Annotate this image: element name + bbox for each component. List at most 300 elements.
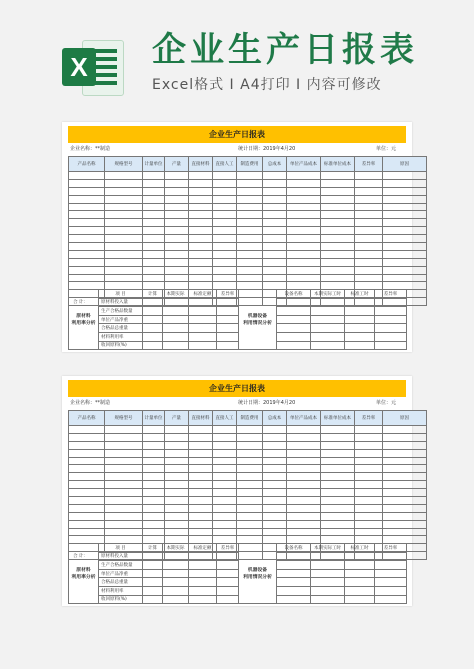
equipment-cell[interactable] bbox=[277, 341, 311, 350]
table-cell[interactable] bbox=[321, 497, 355, 505]
table-cell[interactable] bbox=[237, 195, 263, 203]
table-cell[interactable] bbox=[213, 457, 237, 465]
table-cell[interactable] bbox=[263, 172, 287, 180]
analysis-cell[interactable] bbox=[217, 569, 239, 578]
table-cell[interactable] bbox=[165, 195, 189, 203]
analysis-cell[interactable] bbox=[143, 324, 163, 333]
table-cell[interactable] bbox=[263, 465, 287, 473]
table-cell[interactable] bbox=[69, 449, 105, 457]
table-cell[interactable] bbox=[355, 266, 383, 274]
equipment-cell[interactable] bbox=[311, 307, 345, 316]
table-cell[interactable] bbox=[143, 481, 165, 489]
table-cell[interactable] bbox=[213, 481, 237, 489]
table-cell[interactable] bbox=[165, 274, 189, 282]
analysis-cell[interactable] bbox=[189, 341, 217, 350]
table-cell[interactable] bbox=[213, 250, 237, 258]
table-cell[interactable] bbox=[263, 441, 287, 449]
table-cell[interactable] bbox=[69, 433, 105, 441]
table-cell[interactable] bbox=[189, 426, 213, 434]
table-cell[interactable] bbox=[143, 426, 165, 434]
table-cell[interactable] bbox=[143, 219, 165, 227]
table-cell[interactable] bbox=[165, 481, 189, 489]
equipment-cell[interactable] bbox=[375, 578, 407, 587]
table-cell[interactable] bbox=[321, 227, 355, 235]
table-cell[interactable] bbox=[321, 504, 355, 512]
table-cell[interactable] bbox=[287, 179, 321, 187]
table-cell[interactable] bbox=[189, 457, 213, 465]
table-cell[interactable] bbox=[355, 489, 383, 497]
analysis-cell[interactable] bbox=[217, 595, 239, 604]
table-cell[interactable] bbox=[321, 426, 355, 434]
table-cell[interactable] bbox=[105, 497, 143, 505]
table-cell[interactable] bbox=[355, 497, 383, 505]
analysis-cell[interactable] bbox=[163, 307, 189, 316]
analysis-cell[interactable] bbox=[163, 595, 189, 604]
table-cell[interactable] bbox=[105, 195, 143, 203]
table-cell[interactable] bbox=[321, 172, 355, 180]
equipment-cell[interactable] bbox=[311, 569, 345, 578]
table-cell[interactable] bbox=[321, 473, 355, 481]
table-cell[interactable] bbox=[143, 195, 165, 203]
table-cell[interactable] bbox=[105, 512, 143, 520]
table-cell[interactable] bbox=[355, 172, 383, 180]
table-cell[interactable] bbox=[287, 426, 321, 434]
table-cell[interactable] bbox=[105, 465, 143, 473]
table-cell[interactable] bbox=[143, 274, 165, 282]
table-cell[interactable] bbox=[263, 187, 287, 195]
table-cell[interactable] bbox=[383, 235, 427, 243]
table-cell[interactable] bbox=[69, 187, 105, 195]
table-cell[interactable] bbox=[287, 211, 321, 219]
table-cell[interactable] bbox=[355, 473, 383, 481]
table-cell[interactable] bbox=[287, 449, 321, 457]
table-cell[interactable] bbox=[287, 473, 321, 481]
table-cell[interactable] bbox=[287, 258, 321, 266]
table-cell[interactable] bbox=[69, 465, 105, 473]
table-cell[interactable] bbox=[263, 528, 287, 536]
table-cell[interactable] bbox=[263, 473, 287, 481]
analysis-cell[interactable] bbox=[189, 315, 217, 324]
equipment-cell[interactable] bbox=[277, 552, 311, 561]
table-cell[interactable] bbox=[355, 426, 383, 434]
table-cell[interactable] bbox=[105, 219, 143, 227]
table-cell[interactable] bbox=[383, 497, 427, 505]
table-cell[interactable] bbox=[237, 274, 263, 282]
table-cell[interactable] bbox=[165, 219, 189, 227]
table-cell[interactable] bbox=[105, 227, 143, 235]
table-cell[interactable] bbox=[69, 250, 105, 258]
table-cell[interactable] bbox=[321, 187, 355, 195]
table-cell[interactable] bbox=[237, 426, 263, 434]
table-cell[interactable] bbox=[213, 187, 237, 195]
table-cell[interactable] bbox=[321, 250, 355, 258]
table-cell[interactable] bbox=[383, 266, 427, 274]
table-cell[interactable] bbox=[383, 433, 427, 441]
table-cell[interactable] bbox=[355, 219, 383, 227]
table-cell[interactable] bbox=[321, 179, 355, 187]
table-cell[interactable] bbox=[287, 195, 321, 203]
table-cell[interactable] bbox=[321, 457, 355, 465]
table-cell[interactable] bbox=[165, 211, 189, 219]
analysis-cell[interactable] bbox=[217, 341, 239, 350]
table-cell[interactable] bbox=[355, 211, 383, 219]
table-cell[interactable] bbox=[383, 195, 427, 203]
analysis-cell[interactable] bbox=[163, 341, 189, 350]
table-cell[interactable] bbox=[189, 481, 213, 489]
table-cell[interactable] bbox=[189, 473, 213, 481]
equipment-cell[interactable] bbox=[345, 315, 375, 324]
equipment-cell[interactable] bbox=[277, 298, 311, 307]
table-cell[interactable] bbox=[165, 504, 189, 512]
table-cell[interactable] bbox=[321, 512, 355, 520]
table-cell[interactable] bbox=[287, 227, 321, 235]
table-cell[interactable] bbox=[383, 179, 427, 187]
table-cell[interactable] bbox=[69, 426, 105, 434]
analysis-cell[interactable] bbox=[217, 315, 239, 324]
equipment-cell[interactable] bbox=[375, 307, 407, 316]
table-cell[interactable] bbox=[383, 172, 427, 180]
table-cell[interactable] bbox=[321, 465, 355, 473]
table-cell[interactable] bbox=[383, 426, 427, 434]
table-cell[interactable] bbox=[189, 512, 213, 520]
table-cell[interactable] bbox=[105, 258, 143, 266]
table-cell[interactable] bbox=[165, 235, 189, 243]
table-cell[interactable] bbox=[189, 266, 213, 274]
analysis-cell[interactable] bbox=[143, 586, 163, 595]
table-cell[interactable] bbox=[213, 172, 237, 180]
equipment-cell[interactable] bbox=[311, 298, 345, 307]
table-cell[interactable] bbox=[143, 172, 165, 180]
table-cell[interactable] bbox=[263, 211, 287, 219]
table-cell[interactable] bbox=[105, 274, 143, 282]
table-cell[interactable] bbox=[189, 179, 213, 187]
table-cell[interactable] bbox=[287, 504, 321, 512]
equipment-cell[interactable] bbox=[311, 586, 345, 595]
table-cell[interactable] bbox=[165, 497, 189, 505]
table-cell[interactable] bbox=[213, 504, 237, 512]
table-cell[interactable] bbox=[165, 250, 189, 258]
table-cell[interactable] bbox=[287, 433, 321, 441]
table-cell[interactable] bbox=[383, 243, 427, 251]
table-cell[interactable] bbox=[213, 235, 237, 243]
table-cell[interactable] bbox=[69, 520, 105, 528]
equipment-cell[interactable] bbox=[345, 332, 375, 341]
table-cell[interactable] bbox=[355, 481, 383, 489]
table-cell[interactable] bbox=[321, 266, 355, 274]
table-cell[interactable] bbox=[189, 219, 213, 227]
equipment-cell[interactable] bbox=[311, 578, 345, 587]
table-cell[interactable] bbox=[383, 203, 427, 211]
table-cell[interactable] bbox=[321, 433, 355, 441]
table-cell[interactable] bbox=[355, 258, 383, 266]
equipment-cell[interactable] bbox=[277, 307, 311, 316]
table-cell[interactable] bbox=[105, 520, 143, 528]
equipment-cell[interactable] bbox=[277, 324, 311, 333]
table-cell[interactable] bbox=[143, 187, 165, 195]
table-cell[interactable] bbox=[355, 227, 383, 235]
table-cell[interactable] bbox=[213, 211, 237, 219]
equipment-cell[interactable] bbox=[345, 552, 375, 561]
table-cell[interactable] bbox=[383, 489, 427, 497]
table-cell[interactable] bbox=[165, 449, 189, 457]
equipment-cell[interactable] bbox=[375, 569, 407, 578]
table-cell[interactable] bbox=[287, 243, 321, 251]
table-cell[interactable] bbox=[105, 211, 143, 219]
table-cell[interactable] bbox=[213, 433, 237, 441]
table-cell[interactable] bbox=[105, 457, 143, 465]
table-cell[interactable] bbox=[69, 497, 105, 505]
table-cell[interactable] bbox=[237, 512, 263, 520]
table-cell[interactable] bbox=[165, 187, 189, 195]
table-cell[interactable] bbox=[237, 203, 263, 211]
analysis-cell[interactable] bbox=[163, 586, 189, 595]
table-cell[interactable] bbox=[355, 274, 383, 282]
table-cell[interactable] bbox=[189, 243, 213, 251]
table-cell[interactable] bbox=[105, 426, 143, 434]
table-cell[interactable] bbox=[383, 274, 427, 282]
table-cell[interactable] bbox=[143, 449, 165, 457]
table-cell[interactable] bbox=[69, 258, 105, 266]
table-cell[interactable] bbox=[69, 172, 105, 180]
analysis-cell[interactable] bbox=[163, 332, 189, 341]
table-cell[interactable] bbox=[355, 179, 383, 187]
table-cell[interactable] bbox=[355, 433, 383, 441]
table-cell[interactable] bbox=[105, 179, 143, 187]
equipment-cell[interactable] bbox=[345, 324, 375, 333]
table-cell[interactable] bbox=[105, 203, 143, 211]
table-cell[interactable] bbox=[237, 497, 263, 505]
table-cell[interactable] bbox=[165, 426, 189, 434]
table-cell[interactable] bbox=[189, 195, 213, 203]
analysis-cell[interactable] bbox=[143, 332, 163, 341]
table-cell[interactable] bbox=[105, 449, 143, 457]
analysis-cell[interactable] bbox=[189, 561, 217, 570]
table-cell[interactable] bbox=[189, 520, 213, 528]
table-cell[interactable] bbox=[105, 473, 143, 481]
table-cell[interactable] bbox=[143, 441, 165, 449]
table-cell[interactable] bbox=[287, 250, 321, 258]
table-cell[interactable] bbox=[213, 203, 237, 211]
table-cell[interactable] bbox=[189, 227, 213, 235]
table-cell[interactable] bbox=[105, 266, 143, 274]
table-cell[interactable] bbox=[287, 266, 321, 274]
analysis-cell[interactable] bbox=[163, 298, 189, 307]
equipment-cell[interactable] bbox=[311, 315, 345, 324]
analysis-cell[interactable] bbox=[189, 569, 217, 578]
table-cell[interactable] bbox=[287, 441, 321, 449]
table-cell[interactable] bbox=[237, 473, 263, 481]
equipment-cell[interactable] bbox=[277, 578, 311, 587]
table-cell[interactable] bbox=[263, 489, 287, 497]
analysis-cell[interactable] bbox=[189, 552, 217, 561]
table-cell[interactable] bbox=[69, 274, 105, 282]
table-cell[interactable] bbox=[383, 250, 427, 258]
table-cell[interactable] bbox=[321, 449, 355, 457]
table-cell[interactable] bbox=[287, 457, 321, 465]
table-cell[interactable] bbox=[165, 489, 189, 497]
table-cell[interactable] bbox=[105, 481, 143, 489]
analysis-cell[interactable] bbox=[217, 298, 239, 307]
table-cell[interactable] bbox=[143, 465, 165, 473]
table-cell[interactable] bbox=[105, 441, 143, 449]
table-cell[interactable] bbox=[69, 473, 105, 481]
table-cell[interactable] bbox=[321, 235, 355, 243]
table-cell[interactable] bbox=[105, 243, 143, 251]
equipment-cell[interactable] bbox=[375, 341, 407, 350]
table-cell[interactable] bbox=[355, 250, 383, 258]
table-cell[interactable] bbox=[189, 489, 213, 497]
table-cell[interactable] bbox=[213, 489, 237, 497]
table-cell[interactable] bbox=[69, 227, 105, 235]
table-cell[interactable] bbox=[165, 203, 189, 211]
table-cell[interactable] bbox=[165, 266, 189, 274]
table-cell[interactable] bbox=[143, 457, 165, 465]
analysis-cell[interactable] bbox=[217, 578, 239, 587]
table-cell[interactable] bbox=[321, 520, 355, 528]
table-cell[interactable] bbox=[189, 172, 213, 180]
table-cell[interactable] bbox=[69, 504, 105, 512]
table-cell[interactable] bbox=[213, 512, 237, 520]
table-cell[interactable] bbox=[189, 449, 213, 457]
equipment-cell[interactable] bbox=[311, 595, 345, 604]
table-cell[interactable] bbox=[165, 457, 189, 465]
table-cell[interactable] bbox=[105, 528, 143, 536]
table-cell[interactable] bbox=[165, 520, 189, 528]
equipment-cell[interactable] bbox=[375, 315, 407, 324]
equipment-cell[interactable] bbox=[311, 552, 345, 561]
table-cell[interactable] bbox=[263, 203, 287, 211]
table-cell[interactable] bbox=[213, 449, 237, 457]
table-cell[interactable] bbox=[287, 235, 321, 243]
table-cell[interactable] bbox=[355, 528, 383, 536]
table-cell[interactable] bbox=[189, 274, 213, 282]
table-cell[interactable] bbox=[105, 250, 143, 258]
table-cell[interactable] bbox=[287, 465, 321, 473]
table-cell[interactable] bbox=[287, 219, 321, 227]
table-cell[interactable] bbox=[189, 441, 213, 449]
table-cell[interactable] bbox=[383, 227, 427, 235]
table-cell[interactable] bbox=[69, 195, 105, 203]
table-cell[interactable] bbox=[263, 481, 287, 489]
table-cell[interactable] bbox=[263, 227, 287, 235]
table-cell[interactable] bbox=[143, 433, 165, 441]
analysis-cell[interactable] bbox=[143, 298, 163, 307]
table-cell[interactable] bbox=[263, 258, 287, 266]
analysis-cell[interactable] bbox=[217, 561, 239, 570]
table-cell[interactable] bbox=[143, 489, 165, 497]
table-cell[interactable] bbox=[105, 235, 143, 243]
equipment-cell[interactable] bbox=[375, 586, 407, 595]
table-cell[interactable] bbox=[165, 465, 189, 473]
table-cell[interactable] bbox=[165, 172, 189, 180]
table-cell[interactable] bbox=[263, 457, 287, 465]
table-cell[interactable] bbox=[143, 243, 165, 251]
equipment-cell[interactable] bbox=[345, 561, 375, 570]
table-cell[interactable] bbox=[237, 172, 263, 180]
table-cell[interactable] bbox=[237, 520, 263, 528]
table-cell[interactable] bbox=[69, 512, 105, 520]
table-cell[interactable] bbox=[263, 179, 287, 187]
analysis-cell[interactable] bbox=[163, 324, 189, 333]
analysis-cell[interactable] bbox=[163, 578, 189, 587]
table-cell[interactable] bbox=[287, 520, 321, 528]
table-cell[interactable] bbox=[383, 457, 427, 465]
table-cell[interactable] bbox=[213, 528, 237, 536]
table-cell[interactable] bbox=[69, 457, 105, 465]
table-cell[interactable] bbox=[143, 512, 165, 520]
table-cell[interactable] bbox=[213, 258, 237, 266]
table-cell[interactable] bbox=[237, 489, 263, 497]
table-cell[interactable] bbox=[143, 235, 165, 243]
table-cell[interactable] bbox=[189, 504, 213, 512]
table-cell[interactable] bbox=[321, 489, 355, 497]
table-cell[interactable] bbox=[189, 211, 213, 219]
analysis-cell[interactable] bbox=[217, 586, 239, 595]
analysis-cell[interactable] bbox=[189, 578, 217, 587]
table-cell[interactable] bbox=[237, 258, 263, 266]
equipment-cell[interactable] bbox=[277, 561, 311, 570]
table-cell[interactable] bbox=[237, 227, 263, 235]
table-cell[interactable] bbox=[263, 497, 287, 505]
table-cell[interactable] bbox=[263, 520, 287, 528]
analysis-cell[interactable] bbox=[163, 315, 189, 324]
table-cell[interactable] bbox=[143, 258, 165, 266]
table-cell[interactable] bbox=[143, 528, 165, 536]
table-cell[interactable] bbox=[237, 250, 263, 258]
analysis-cell[interactable] bbox=[143, 315, 163, 324]
table-cell[interactable] bbox=[287, 489, 321, 497]
table-cell[interactable] bbox=[383, 211, 427, 219]
equipment-cell[interactable] bbox=[345, 578, 375, 587]
table-cell[interactable] bbox=[355, 504, 383, 512]
analysis-cell[interactable] bbox=[163, 569, 189, 578]
equipment-cell[interactable] bbox=[375, 298, 407, 307]
equipment-cell[interactable] bbox=[277, 586, 311, 595]
analysis-cell[interactable] bbox=[143, 595, 163, 604]
analysis-cell[interactable] bbox=[189, 586, 217, 595]
table-cell[interactable] bbox=[287, 187, 321, 195]
table-cell[interactable] bbox=[383, 465, 427, 473]
equipment-cell[interactable] bbox=[375, 332, 407, 341]
table-cell[interactable] bbox=[143, 211, 165, 219]
table-cell[interactable] bbox=[69, 235, 105, 243]
equipment-cell[interactable] bbox=[345, 298, 375, 307]
analysis-cell[interactable] bbox=[163, 552, 189, 561]
table-cell[interactable] bbox=[321, 441, 355, 449]
table-cell[interactable] bbox=[213, 219, 237, 227]
table-cell[interactable] bbox=[263, 219, 287, 227]
table-cell[interactable] bbox=[189, 203, 213, 211]
table-cell[interactable] bbox=[69, 243, 105, 251]
equipment-cell[interactable] bbox=[311, 332, 345, 341]
table-cell[interactable] bbox=[237, 481, 263, 489]
equipment-cell[interactable] bbox=[345, 586, 375, 595]
table-cell[interactable] bbox=[165, 433, 189, 441]
table-cell[interactable] bbox=[383, 528, 427, 536]
equipment-cell[interactable] bbox=[345, 307, 375, 316]
table-cell[interactable] bbox=[321, 195, 355, 203]
table-cell[interactable] bbox=[69, 528, 105, 536]
table-cell[interactable] bbox=[165, 227, 189, 235]
table-cell[interactable] bbox=[263, 195, 287, 203]
table-cell[interactable] bbox=[237, 187, 263, 195]
table-cell[interactable] bbox=[263, 266, 287, 274]
table-cell[interactable] bbox=[69, 489, 105, 497]
table-cell[interactable] bbox=[237, 457, 263, 465]
analysis-cell[interactable] bbox=[143, 561, 163, 570]
table-cell[interactable] bbox=[143, 227, 165, 235]
analysis-cell[interactable] bbox=[189, 324, 217, 333]
